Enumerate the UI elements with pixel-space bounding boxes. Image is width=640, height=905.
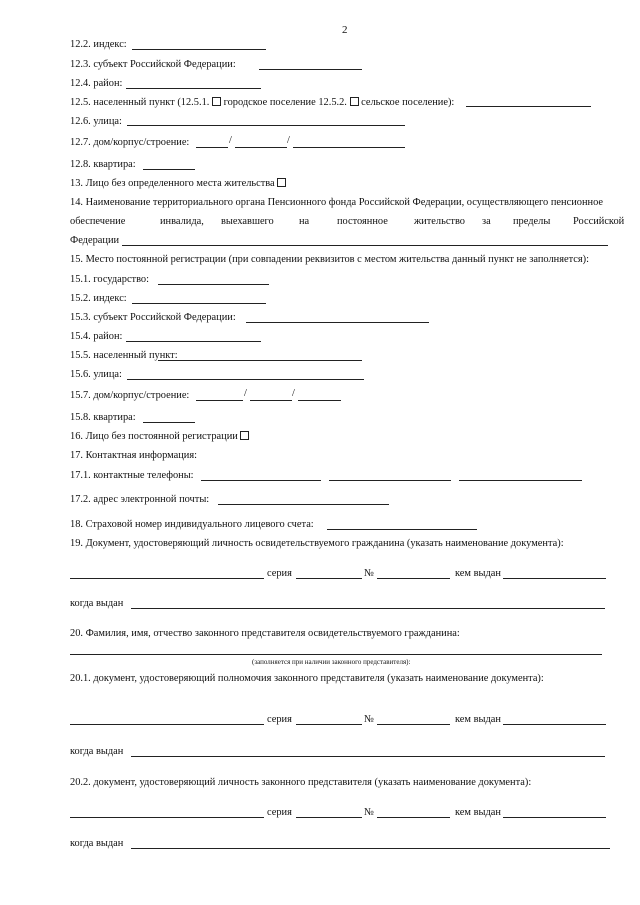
field-20-1-series-label: серия xyxy=(267,714,292,725)
field-20-2-series-line[interactable] xyxy=(296,817,362,818)
field-15-7-slash-1: / xyxy=(244,388,247,399)
field-12-7-structure-line[interactable] xyxy=(293,147,405,148)
field-20-1-label: 20.1. документ, удостоверяющий полномочия законного представителя (указать наименование документа): xyxy=(70,673,544,684)
field-15-5-input-line[interactable] xyxy=(158,360,362,361)
phone-3-input-line[interactable] xyxy=(459,480,582,481)
field-15-label: 15. Место постоянной регистрации (при совпадении реквизитов с местом жительства данный пункт не заполняется): xyxy=(70,254,589,265)
field-13-text: 13. Лицо без определенного места жительства xyxy=(70,178,275,189)
field-12-4-label: 12.4. район: xyxy=(70,78,123,89)
email-input-line[interactable] xyxy=(218,504,389,505)
field-20-1-doc-name-line[interactable] xyxy=(70,724,264,725)
field-20-2-number-label: № xyxy=(364,807,374,818)
field-20-1-issued-when-line[interactable] xyxy=(131,756,605,757)
field-12-7-slash-2: / xyxy=(287,135,290,146)
field-17-label: 17. Контактная информация: xyxy=(70,450,198,461)
field-20-2-issued-when-label: когда выдан xyxy=(70,838,124,849)
field-19-issued-when-line[interactable] xyxy=(131,608,605,609)
field-20-1-series-line[interactable] xyxy=(296,724,362,725)
field-19-issued-by-label: кем выдан xyxy=(455,568,501,579)
field-19-label: 19. Документ, удостоверяющий личность освидетельствуемого гражданина (указать наименование документа): xyxy=(70,538,564,549)
field-20-note: (заполняется при наличии законного представителя): xyxy=(252,658,411,666)
field-12-8-label: 12.8. квартира: xyxy=(70,159,136,170)
field-20-2-issued-by-label: кем выдан xyxy=(455,807,501,818)
field-20-1-issued-when-label: когда выдан xyxy=(70,746,124,757)
field-14-word: постоянное xyxy=(337,216,388,227)
field-18-label: 18. Страховой номер индивидуального лицевого счета: xyxy=(70,519,314,530)
field-20-2-label: 20.2. документ, удостоверяющий личность законного представителя (указать наименование документа): xyxy=(70,777,532,788)
field-20-2-issued-by-line[interactable] xyxy=(503,817,606,818)
field-12-6-input-line[interactable] xyxy=(127,125,405,126)
field-19-number-label: № xyxy=(364,568,374,579)
field-15-4-input-line[interactable] xyxy=(126,341,261,342)
field-15-6-label: 15.6. улица: xyxy=(70,369,122,380)
field-20-1-issued-by-label: кем выдан xyxy=(455,714,501,725)
field-20-1-number-label: № xyxy=(364,714,374,725)
urban-settlement-checkbox[interactable] xyxy=(212,97,221,106)
phone-1-input-line[interactable] xyxy=(201,480,321,481)
no-fixed-residence-checkbox[interactable] xyxy=(277,178,286,187)
field-12-7-house-line[interactable] xyxy=(196,147,228,148)
field-13-label xyxy=(70,178,286,190)
field-15-5-label: 15.5. населенный пункт: xyxy=(70,350,178,361)
field-19-number-line[interactable] xyxy=(377,578,450,579)
field-12-5-text-a: 12.5. населенный пункт (12.5.1. xyxy=(70,97,210,108)
field-15-8-label: 15.8. квартира: xyxy=(70,412,136,423)
field-20-2-series-label: серия xyxy=(267,807,292,818)
field-19-series-line[interactable] xyxy=(296,578,362,579)
field-20-label: 20. Фамилия, имя, отчество законного представителя освидетельствуемого гражданина: xyxy=(70,628,460,639)
field-12-5-text-c: сельское поселение): xyxy=(361,97,455,108)
field-14-word: инвалида, xyxy=(160,216,204,227)
field-15-7-structure-line[interactable] xyxy=(298,400,341,401)
field-15-7-house-line[interactable] xyxy=(196,400,243,401)
field-20-2-issued-when-line[interactable] xyxy=(131,848,610,849)
field-15-2-input-line[interactable] xyxy=(132,303,266,304)
field-15-8-input-line[interactable] xyxy=(143,422,195,423)
field-15-7-building-line[interactable] xyxy=(250,400,292,401)
field-16-text: 16. Лицо без постоянной регистрации xyxy=(70,431,238,442)
field-14-word: выехавшего xyxy=(221,216,274,227)
field-14-word: пределы xyxy=(513,216,551,227)
field-14-word: за xyxy=(482,216,491,227)
field-15-3-input-line[interactable] xyxy=(246,322,429,323)
field-17-1-label: 17.1. контактные телефоны: xyxy=(70,470,194,481)
field-12-3-input-line[interactable] xyxy=(259,69,362,70)
field-14-line-1: 14. Наименование территориального органа Пенсионного фонда Российской Федерации, осуществляющего пенсионное xyxy=(70,197,604,208)
field-12-5-label xyxy=(70,97,454,109)
phone-2-input-line[interactable] xyxy=(329,480,451,481)
field-15-2-label: 15.2. индекс: xyxy=(70,293,127,304)
field-12-5-text-b: городское поселение 12.5.2. xyxy=(223,97,347,108)
field-14-input-line[interactable] xyxy=(122,245,608,246)
field-14-word: обеспечение xyxy=(70,216,126,227)
rural-settlement-checkbox[interactable] xyxy=(350,97,359,106)
field-20-input-line[interactable] xyxy=(70,654,602,655)
field-15-7-slash-2: / xyxy=(292,388,295,399)
field-19-issued-by-line[interactable] xyxy=(503,578,606,579)
field-12-3-label: 12.3. субъект Российской Федерации: xyxy=(70,59,236,70)
field-20-1-number-line[interactable] xyxy=(377,724,450,725)
field-12-2-input-line[interactable] xyxy=(132,49,266,50)
field-15-6-input-line[interactable] xyxy=(127,379,364,380)
field-14-word: жительство xyxy=(414,216,465,227)
field-12-2-label: 12.2. индекс: xyxy=(70,39,127,50)
field-19-doc-name-line[interactable] xyxy=(70,578,264,579)
field-14-line-3: Федерации xyxy=(70,235,120,246)
field-20-2-doc-name-line[interactable] xyxy=(70,817,264,818)
field-15-3-label: 15.3. субъект Российской Федерации: xyxy=(70,312,236,323)
field-20-1-issued-by-line[interactable] xyxy=(503,724,606,725)
field-12-8-input-line[interactable] xyxy=(143,169,195,170)
field-14-word: Российской xyxy=(573,216,625,227)
field-16-label xyxy=(70,431,249,443)
field-15-4-label: 15.4. район: xyxy=(70,331,123,342)
field-12-7-building-line[interactable] xyxy=(235,147,287,148)
field-12-4-input-line[interactable] xyxy=(126,88,261,89)
field-14-word: на xyxy=(299,216,310,227)
field-12-6-label: 12.6. улица: xyxy=(70,116,122,127)
field-17-2-label: 17.2. адрес электронной почты: xyxy=(70,494,210,505)
field-12-7-slash-1: / xyxy=(229,135,232,146)
no-permanent-registration-checkbox[interactable] xyxy=(240,431,249,440)
page-number: 2 xyxy=(342,24,348,36)
snils-input-line[interactable] xyxy=(327,529,477,530)
field-15-7-label: 15.7. дом/корпус/строение: xyxy=(70,390,190,401)
field-12-5-input-line[interactable] xyxy=(466,106,591,107)
field-15-1-input-line[interactable] xyxy=(158,284,269,285)
field-15-1-label: 15.1. государство: xyxy=(70,274,150,285)
field-20-2-number-line[interactable] xyxy=(377,817,450,818)
field-19-series-label: серия xyxy=(267,568,292,579)
field-19-issued-when-label: когда выдан xyxy=(70,598,124,609)
field-12-7-label: 12.7. дом/корпус/строение: xyxy=(70,137,190,148)
